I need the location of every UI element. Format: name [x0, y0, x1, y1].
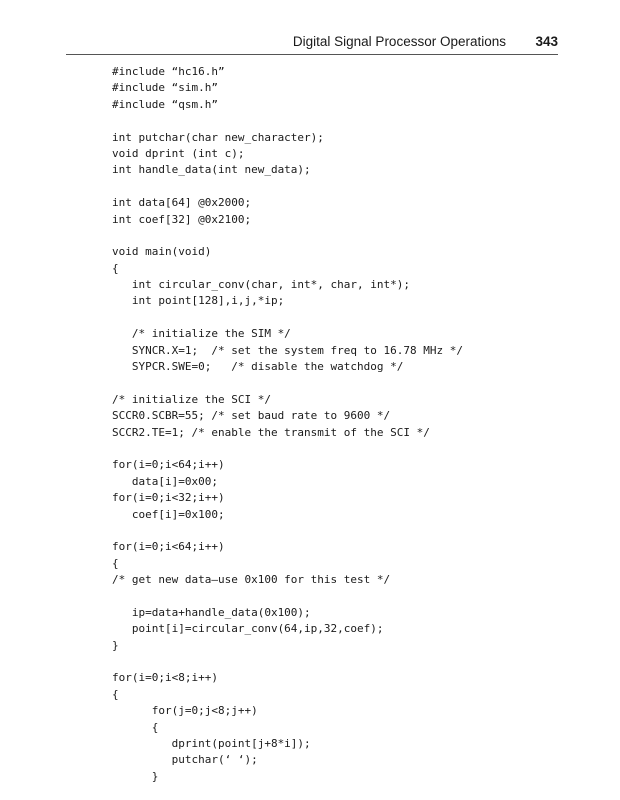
code-line: /* initialize the SCI */ — [112, 392, 271, 406]
running-head-title: Digital Signal Processor Operations — [292, 34, 506, 49]
code-line: SYNCR.X=1; /* set the system freq to 16.78 MHz */ — [112, 343, 463, 357]
code-line: ip=data+handle_data(0x100); — [112, 605, 311, 619]
code-line: void main(void) — [112, 245, 212, 259]
code-line — [112, 113, 572, 129]
code-line: for(i=0;i<8;i++) — [112, 671, 218, 685]
code-line: int coef[32] @0x2100; — [112, 212, 252, 226]
code-line: putchar(‘ ‘); — [112, 753, 258, 767]
code-line — [112, 654, 572, 670]
code-line: int point[128],i,j,*ip; — [112, 294, 285, 308]
code-line — [112, 523, 572, 539]
page-header — [66, 32, 558, 55]
code-line: int putchar(char new_character); — [112, 130, 324, 144]
code-line — [112, 589, 572, 605]
code-line: dprint(point[j+8*i]); — [112, 737, 311, 751]
code-line — [112, 375, 572, 391]
code-line: int circular_conv(char, int*, char, int*); — [112, 278, 411, 292]
code-line: { — [112, 720, 159, 734]
code-line: { — [112, 556, 119, 570]
page-number: 343 — [535, 34, 558, 49]
code-line: } — [112, 769, 159, 783]
code-line: void dprint (int c); — [112, 146, 245, 160]
code-line: int handle_data(int new_data); — [112, 163, 311, 177]
code-line: for(i=0;i<32;i++) — [112, 491, 225, 505]
code-line — [112, 310, 572, 326]
code-line — [112, 179, 572, 195]
code-listing — [112, 64, 572, 785]
code-line: coef[i]=0x100; — [112, 507, 225, 521]
code-line: SCCR2.TE=1; /* enable the transmit of the SCI */ — [112, 425, 430, 439]
code-line — [112, 228, 572, 244]
code-line: SCCR0.SCBR=55; /* set baud rate to 9600 */ — [112, 409, 391, 423]
code-line: SYPCR.SWE=0; /* disable the watchdog */ — [112, 360, 404, 374]
code-line: } — [112, 638, 119, 652]
code-line: { — [112, 261, 119, 275]
code-line: for(i=0;i<64;i++) — [112, 458, 225, 472]
code-line: point[i]=circular_conv(64,ip,32,coef); — [112, 622, 384, 636]
code-line: { — [112, 687, 119, 701]
code-line: #include “hc16.h” — [112, 65, 225, 78]
code-line — [112, 441, 572, 457]
code-line: /* get new data—use 0x100 for this test */ — [112, 573, 391, 587]
code-line: for(j=0;j<8;j++) — [112, 704, 258, 718]
code-line: /* initialize the SIM */ — [112, 327, 291, 341]
code-line: data[i]=0x00; — [112, 474, 218, 488]
code-line: for(i=0;i<64;i++) — [112, 540, 225, 554]
code-line: #include “sim.h” — [112, 81, 218, 95]
code-line: int data[64] @0x2000; — [112, 196, 252, 210]
code-line: #include “qsm.h” — [112, 97, 218, 111]
